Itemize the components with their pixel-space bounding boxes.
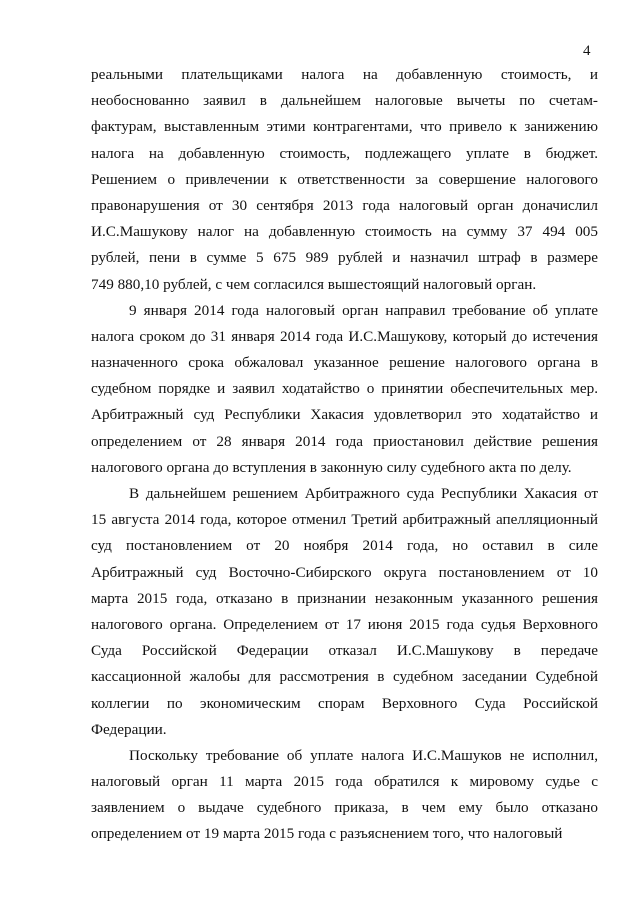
page-number: 4 [583, 43, 591, 59]
text-line: кассационной жалобы для рассмотрения в судебном заседании Судебной [91, 668, 598, 686]
text-line: правонарушения от 30 сентября 2013 года налоговый орган доначислил [91, 196, 598, 214]
paragraph [91, 743, 598, 848]
document-body [91, 62, 598, 848]
text-line: Поскольку требование об уплате налога И.С.Машуков не исполнил, [129, 746, 598, 764]
text-line: необоснованно заявил в дальнейшем налоговые вычеты по счетам- [91, 92, 598, 110]
text-line: 9 января 2014 года налоговый орган направил требование об уплате [129, 301, 598, 319]
text-line: судебном порядке и заявил ходатайство о принятии обеспечительных мер. [91, 380, 598, 398]
text-line: Решением о привлечении к ответственности за совершение налогового [91, 170, 598, 188]
text-line: налоговый орган 11 марта 2015 года обратился к мировому судье с [91, 773, 598, 791]
text-line: определением от 28 января 2014 года приостановил действие решения [91, 432, 598, 450]
text-line: фактурам, выставленным этими контрагентами, что привело к занижению [91, 118, 598, 136]
text-line: суд постановлением от 20 ноября 2014 года, но оставил в силе [91, 537, 598, 555]
text-line: налогового органа до вступления в законную силу судебного акта по делу. [91, 458, 572, 476]
text-line: Суда Российской Федерации отказал И.С.Машукову в передаче [91, 642, 598, 660]
text-line: определением от 19 марта 2015 года с разъяснением того, что налоговый [91, 825, 563, 843]
text-line: заявлением о выдаче судебного приказа, в чем ему было отказано [91, 799, 598, 817]
text-line: 15 августа 2014 года, которое отменил Третий арбитражный апелляционный [91, 511, 598, 529]
paragraph [91, 62, 598, 298]
text-line: 749 880,10 рублей, с чем согласился вышестоящий налоговый орган. [91, 275, 537, 293]
text-line: Арбитражный суд Восточно-Сибирского округа постановлением от 10 [91, 563, 598, 581]
text-line: В дальнейшем решением Арбитражного суда Республики Хакасия от [129, 485, 598, 502]
text-line: Федерации. [91, 720, 167, 738]
text-line: реальными плательщиками налога на добавленную стоимость, и [91, 66, 598, 83]
text-line: назначенного срока обжаловал указанное решение налогового органа в [91, 354, 598, 372]
text-line: налогового органа. Определением от 17 июня 2015 года судья Верховного [91, 615, 598, 633]
paragraph [91, 298, 598, 481]
text-line: налога сроком до 31 января 2014 года И.С.Машукову, который до истечения [91, 327, 598, 345]
paragraph [91, 481, 598, 743]
text-line: Арбитражный суд Республики Хакасия удовлетворил это ходатайство и [91, 406, 598, 424]
text-line: коллегии по экономическим спорам Верховного Суда Российской [91, 694, 598, 712]
text-line: марта 2015 года, отказано в признании незаконным указанного решения [91, 589, 598, 607]
text-line: И.С.Машукову налог на добавленную стоимость на сумму 37 494 005 [91, 223, 598, 241]
text-line: рублей, пени в сумме 5 675 989 рублей и назначил штраф в размере [91, 249, 598, 267]
text-line: налога на добавленную стоимость, подлежащего уплате в бюджет. [91, 144, 598, 162]
